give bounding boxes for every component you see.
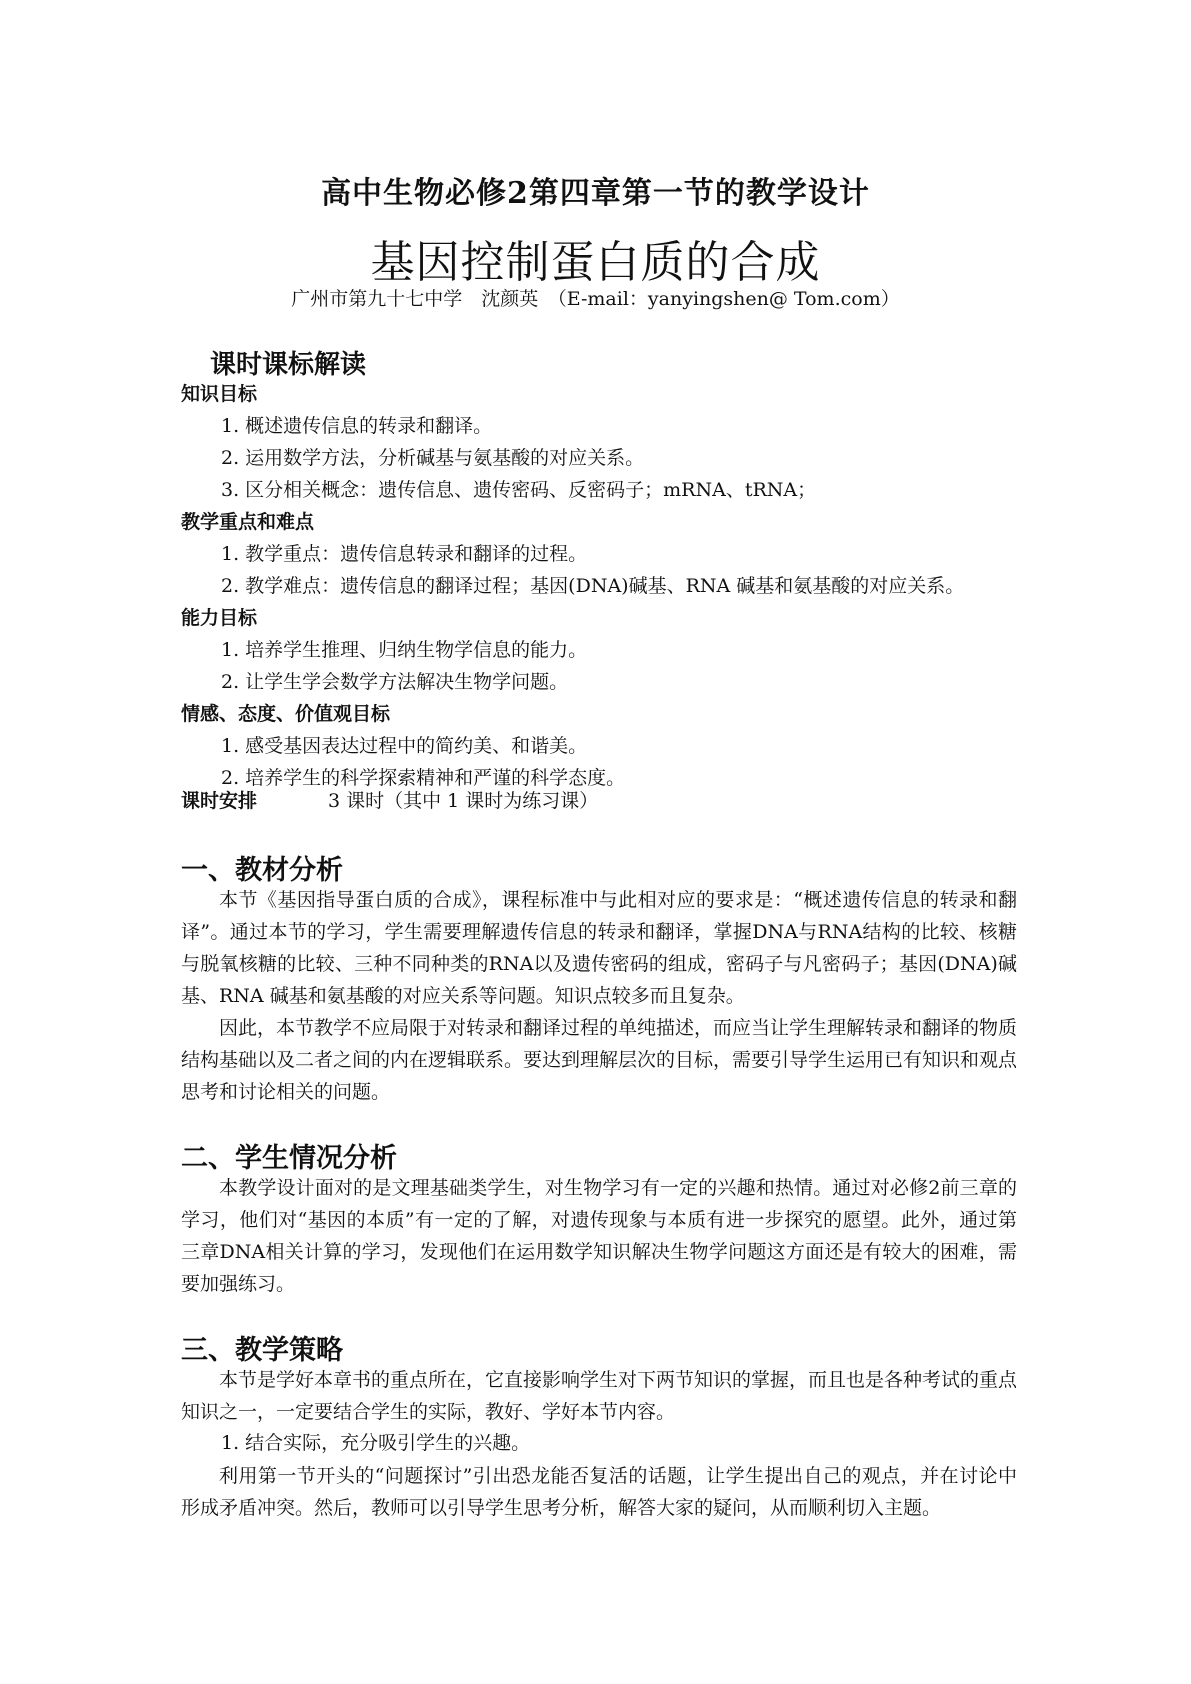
section-heading-students: 二、学生情况分析 — [181, 1143, 397, 1174]
emotion-goal-item: 1. 感受基因表达过程中的简约美、和谐美。 — [221, 735, 588, 757]
strategy-item: 1. 结合实际，充分吸引学生的兴趣。 — [221, 1432, 531, 1454]
key-points-label: 教学重点和难点 — [181, 511, 315, 533]
schedule-label: 课时安排 — [181, 790, 258, 812]
section-heading-strategy: 三、教学策略 — [181, 1335, 343, 1366]
knowledge-goal-item: 1. 概述遗传信息的转录和翻译。 — [221, 415, 493, 437]
document-title: 高中生物必修2第四章第一节的教学设计 — [321, 176, 870, 211]
knowledge-goal-item: 2. 运用数学方法，分析碱基与氨基酸的对应关系。 — [221, 447, 645, 469]
materials-paragraph: 因此，本节教学不应局限于对转录和翻译过程的单纯描述，而应当让学生理解转录和翻译的物质结构基础以及二者之间的内在逻辑联系。要达到理解层次的目标，需要引导学生运用已有知识和观点思考和讨论相关的问题。 — [181, 1017, 1018, 1103]
key-point-item: 1. 教学重点：遗传信息转录和翻译的过程。 — [221, 543, 588, 565]
knowledge-goals-label: 知识目标 — [181, 383, 258, 405]
ability-goal-item: 2. 让学生学会数学方法解决生物学问题。 — [221, 671, 569, 693]
materials-paragraph: 本节《基因指导蛋白质的合成》，课程标准中与此相对应的要求是：“概述遗传信息的转录和翻译”。通过本节的学习，学生需要理解遗传信息的转录和翻译，掌握DNA与RNA结构的比较、核糖与脱氧核糖的比较、三种不同种类的RNA以及遗传密码的组成，密码子与凡密码子；基因(DNA)碱基、RNA 碱基和氨基酸的对应关系等问题。知识点较多而且复杂。 — [181, 889, 1017, 1007]
schedule-value: 3 课时（其中 1 课时为练习课） — [328, 790, 599, 812]
strategy-paragraph: 本节是学好本章书的重点所在，它直接影响学生对下两节知识的掌握，而且也是各种考试的重点知识之一，一定要结合学生的实际，教好、学好本节内容。 — [181, 1369, 1018, 1423]
strategy-paragraph: 利用第一节开头的“问题探讨”引出恐龙能否复活的话题，让学生提出自己的观点，并在讨论中形成矛盾冲突。然后，教师可以引导学生思考分析，解答大家的疑问，从而顺利切入主题。 — [181, 1465, 1017, 1519]
standards-heading: 课时课标解读 — [210, 350, 367, 380]
students-paragraph: 本教学设计面对的是文理基础类学生，对生物学习有一定的兴趣和热情。通过对必修2前三章的学习，他们对“基因的本质”有一定的了解，对遗传现象与本质有进一步探究的愿望。此外，通过第三章DNA相关计算的学习，发现他们在运用数学知识解决生物学问题这方面还是有较大的困难，需要加强练习。 — [181, 1177, 1017, 1295]
ability-goals-label: 能力目标 — [181, 607, 258, 629]
knowledge-goal-item: 3. 区分相关概念：遗传信息、遗传密码、反密码子；mRNA、tRNA； — [221, 479, 817, 501]
document-subtitle: 基因控制蛋白质的合成 — [370, 237, 821, 288]
emotion-goals-label: 情感、态度、价值观目标 — [181, 703, 391, 725]
key-point-item: 2. 教学难点：遗传信息的翻译过程；基因(DNA)碱基、RNA 碱基和氨基酸的对应关系。 — [221, 575, 965, 597]
emotion-goal-item: 2. 培养学生的科学探索精神和严谨的科学态度。 — [221, 767, 626, 789]
ability-goal-item: 1. 培养学生推理、归纳生物学信息的能力。 — [221, 639, 588, 661]
author-line: 广州市第九十七中学 沈颜英 （E-mail：yanyingshen@ Tom.com） — [291, 288, 900, 310]
section-heading-materials: 一、教材分析 — [181, 855, 343, 886]
